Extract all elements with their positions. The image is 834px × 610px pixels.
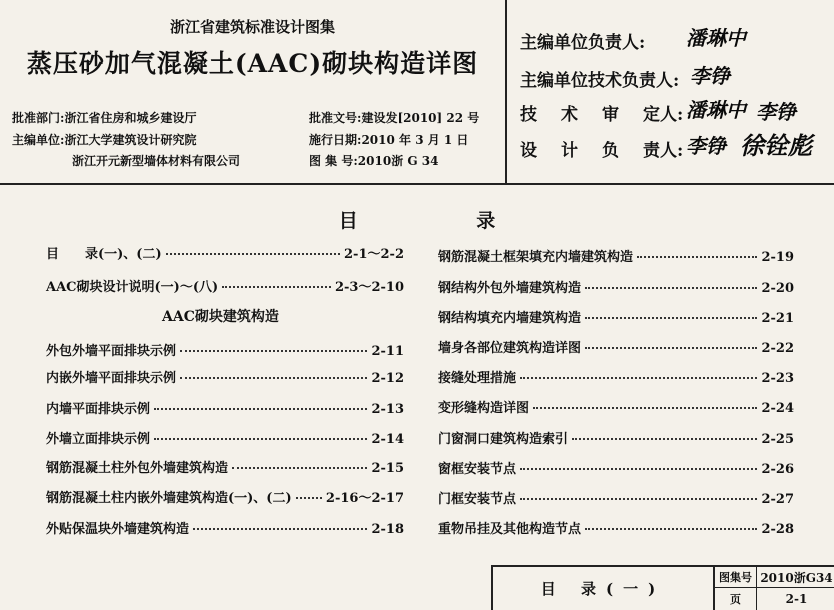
editor-unit: 主编单位:浙江大学建筑设计研究院 xyxy=(12,133,197,147)
chief-tech-row xyxy=(520,66,685,91)
design-row: 设 计 负 责 人: xyxy=(520,136,683,161)
toc-entry[interactable]: 目 录(一)、(二) 2-1～2-2 xyxy=(46,247,404,262)
atlas-number: 图 集 号:2010浙 G 34 xyxy=(309,154,439,168)
toc-entry[interactable]: 内墙平面排块示例 2-13 xyxy=(46,402,404,417)
chief-tech-label: 主编单位技术负责人: xyxy=(520,71,680,91)
review-signature-1: 潘琳中 xyxy=(686,98,746,122)
page-label: 页 xyxy=(715,588,757,610)
approval-doc: 批准文号:建设发[2010] 22 号 xyxy=(309,111,480,125)
section-heading: AAC砌块建筑构造 xyxy=(162,309,279,325)
atlas-title: 蒸压砂加气混凝土(AAC)砌块构造详图 xyxy=(26,49,479,78)
toc-entry[interactable]: AAC砌块设计说明(一)～(八) 2-3～2-10 xyxy=(46,280,404,295)
title-block xyxy=(491,565,834,610)
review-signature-2: 李铮 xyxy=(756,100,796,124)
tech-signature: 李铮 xyxy=(690,64,730,88)
toc-entry[interactable]: 墙身各部位建筑构造详图 2-22 xyxy=(438,341,794,356)
toc-entry[interactable]: 外包外墙平面排块示例 2-11 xyxy=(46,344,404,359)
toc-entry[interactable]: 门窗洞口建筑构造索引 2-25 xyxy=(438,432,794,447)
toc-entry[interactable]: 窗框安装节点 2-26 xyxy=(438,462,794,477)
sheet-header xyxy=(0,0,834,185)
implementation-date: 施行日期:2010 年 3 月 1 日 xyxy=(309,133,469,147)
toc-entry[interactable]: 门框安装节点 2-27 xyxy=(438,492,794,507)
toc-entry[interactable]: 外墙立面排块示例 2-14 xyxy=(46,432,404,447)
toc-entry[interactable]: 钢结构填充内墙建筑构造 2-21 xyxy=(438,311,794,326)
review-row: 技 术 审 定 人: xyxy=(520,100,683,125)
chief-unit-label: 主编单位负责人: xyxy=(520,33,646,53)
page-value: 2-1 xyxy=(785,592,808,606)
design-signature-2: 徐铨彪 xyxy=(740,132,812,160)
toc-entry[interactable]: 重物吊挂及其他构造节点 2-28 xyxy=(438,522,794,537)
chief-unit-row xyxy=(520,28,685,53)
toc-entry[interactable]: 变形缝构造详图 2-24 xyxy=(438,401,794,416)
header-info xyxy=(0,0,505,183)
toc-entry[interactable]: 钢筋混凝土柱内嵌外墙建筑构造(一)、(二) 2-16～2-17 xyxy=(46,491,404,506)
atlas-no-label: 图集号 xyxy=(715,567,757,588)
toc-entry[interactable]: 外贴保温块外墙建筑构造 2-18 xyxy=(46,522,404,537)
design-signature-1: 李铮 xyxy=(686,134,726,158)
toc-entry[interactable]: 钢筋混凝土柱外包外墙建筑构造 2-15 xyxy=(46,461,404,476)
design-label: 设 计 负 责 xyxy=(520,141,660,161)
toc-entry[interactable]: 钢结构外包外墙建筑构造 2-20 xyxy=(438,281,794,296)
review-label: 技 术 审 定 xyxy=(520,105,660,125)
chief-signature: 潘琳中 xyxy=(686,26,746,50)
approval-dept: 批准部门:浙江省住房和城乡建设厅 xyxy=(12,111,197,125)
toc-entry[interactable]: 接缝处理措施 2-23 xyxy=(438,371,794,386)
series-name: 浙江省建筑标准设计图集 xyxy=(169,18,335,36)
toc-title: 目 录 xyxy=(338,210,552,232)
atlas-no-value: 2010浙G34 xyxy=(757,567,834,588)
header-divider xyxy=(505,0,507,183)
toc-entry[interactable]: 钢筋混凝土框架填充内墙建筑构造 2-19 xyxy=(438,250,794,265)
editor-unit-2: 浙江开元新型墙体材料有限公司 xyxy=(72,154,241,168)
sheet-name: 目 录(一) xyxy=(493,567,715,610)
toc-entry[interactable]: 内嵌外墙平面排块示例 2-12 xyxy=(46,371,404,386)
